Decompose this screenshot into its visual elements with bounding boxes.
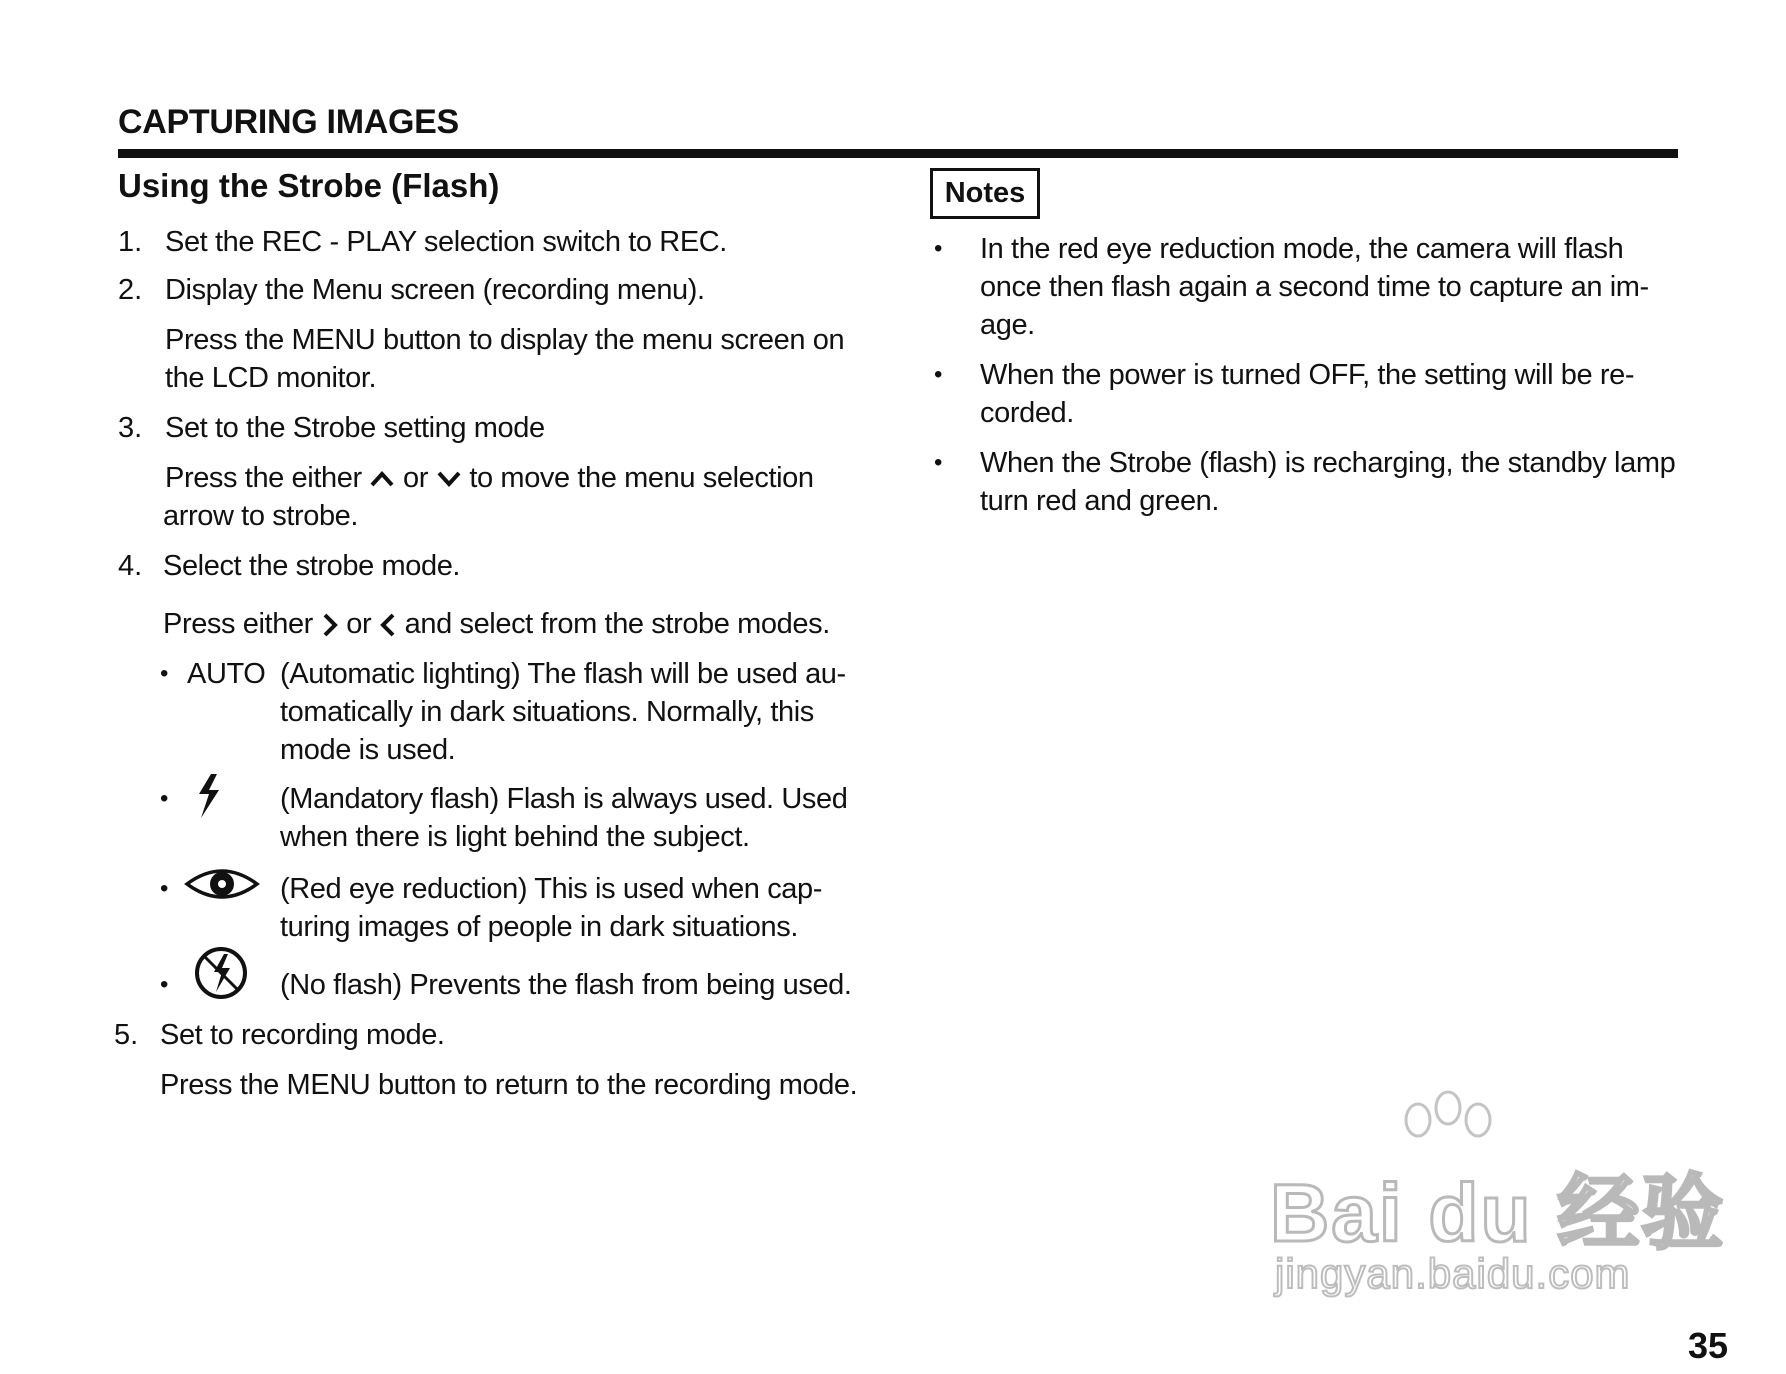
mode-label: AUTO [187,658,266,690]
step-number: 3. [118,412,143,444]
no-flash-icon [190,942,252,1004]
left-arrow-icon [379,612,397,638]
note-text: In the red eye reduction mode, the camera will flash [980,233,1624,265]
step-detail: the LCD monitor. [165,362,377,394]
step-detail-part: to move the menu selection [469,462,814,494]
bullet: • [934,361,943,388]
note-text: age. [980,309,1035,341]
bullet: • [934,235,943,262]
step-detail: Press the MENU button to return to the recording mode. [160,1069,858,1101]
step-text: Set the REC - PLAY selection switch to REC. [165,226,727,258]
bullet: • [160,660,169,687]
section-divider [118,149,1678,158]
mode-text: (Mandatory flash) Flash is always used. Used [280,783,848,815]
step-detail: arrow to strobe. [163,500,359,532]
note-text: turn red and green. [980,485,1220,517]
step-text: Select the strobe mode. [163,550,461,582]
step-detail [163,605,830,643]
bullet: • [934,449,943,476]
up-arrow-icon [369,469,395,489]
step-detail [165,459,814,497]
step-detail-part: Press the either [165,462,362,494]
mode-text: mode is used. [280,734,456,766]
mode-text: (Red eye reduction) This is used when cap- [280,873,823,905]
step-detail-part: Press either [163,608,313,640]
note-text: When the Strobe (flash) is recharging, the standby lamp [980,447,1676,479]
watermark-url: jingyan.baidu.com [1275,1250,1631,1297]
step-text: Set to the Strobe setting mode [165,412,545,444]
down-arrow-icon [436,469,462,489]
mode-text: (No flash) Prevents the flash from being used. [280,969,852,1001]
step-text: Set to recording mode. [160,1019,445,1051]
step-number: 1. [118,226,143,258]
bullet: • [160,971,169,998]
step-detail-part: or [346,608,372,640]
step-detail-part: or [403,462,429,494]
notes-label: Notes [930,168,1040,219]
page-subtitle: Using the Strobe (Flash) [118,167,500,204]
bullet: • [160,875,169,902]
note-text: corded. [980,397,1074,429]
mode-text: when there is light behind the subject. [280,821,750,853]
page-number: 35 [1688,1325,1729,1366]
step-number: 4. [118,550,143,582]
step-number: 5. [114,1019,139,1051]
note-text: When the power is turned OFF, the setting will be re- [980,359,1635,391]
mode-text: (Automatic lighting) The flash will be used au- [280,658,846,690]
note-text: once then flash again a second time to capture an im- [980,271,1649,303]
mode-text: tomatically in dark situations. Normally, this [280,696,814,728]
bullet: • [160,785,169,812]
step-text: Display the Menu screen (recording menu). [165,274,705,306]
watermark-logo: Bai du 经验 [1270,1168,1726,1259]
step-number: 2. [118,274,143,306]
red-eye-icon [183,864,261,904]
mandatory-flash-icon [193,772,223,820]
section-title: CAPTURING IMAGES [118,103,459,141]
step-detail-part: and select from the strobe modes. [404,608,830,640]
right-arrow-icon [321,612,339,638]
step-detail: Press the MENU button to display the menu screen on [165,324,845,356]
mode-text: turing images of people in dark situations. [280,911,798,943]
